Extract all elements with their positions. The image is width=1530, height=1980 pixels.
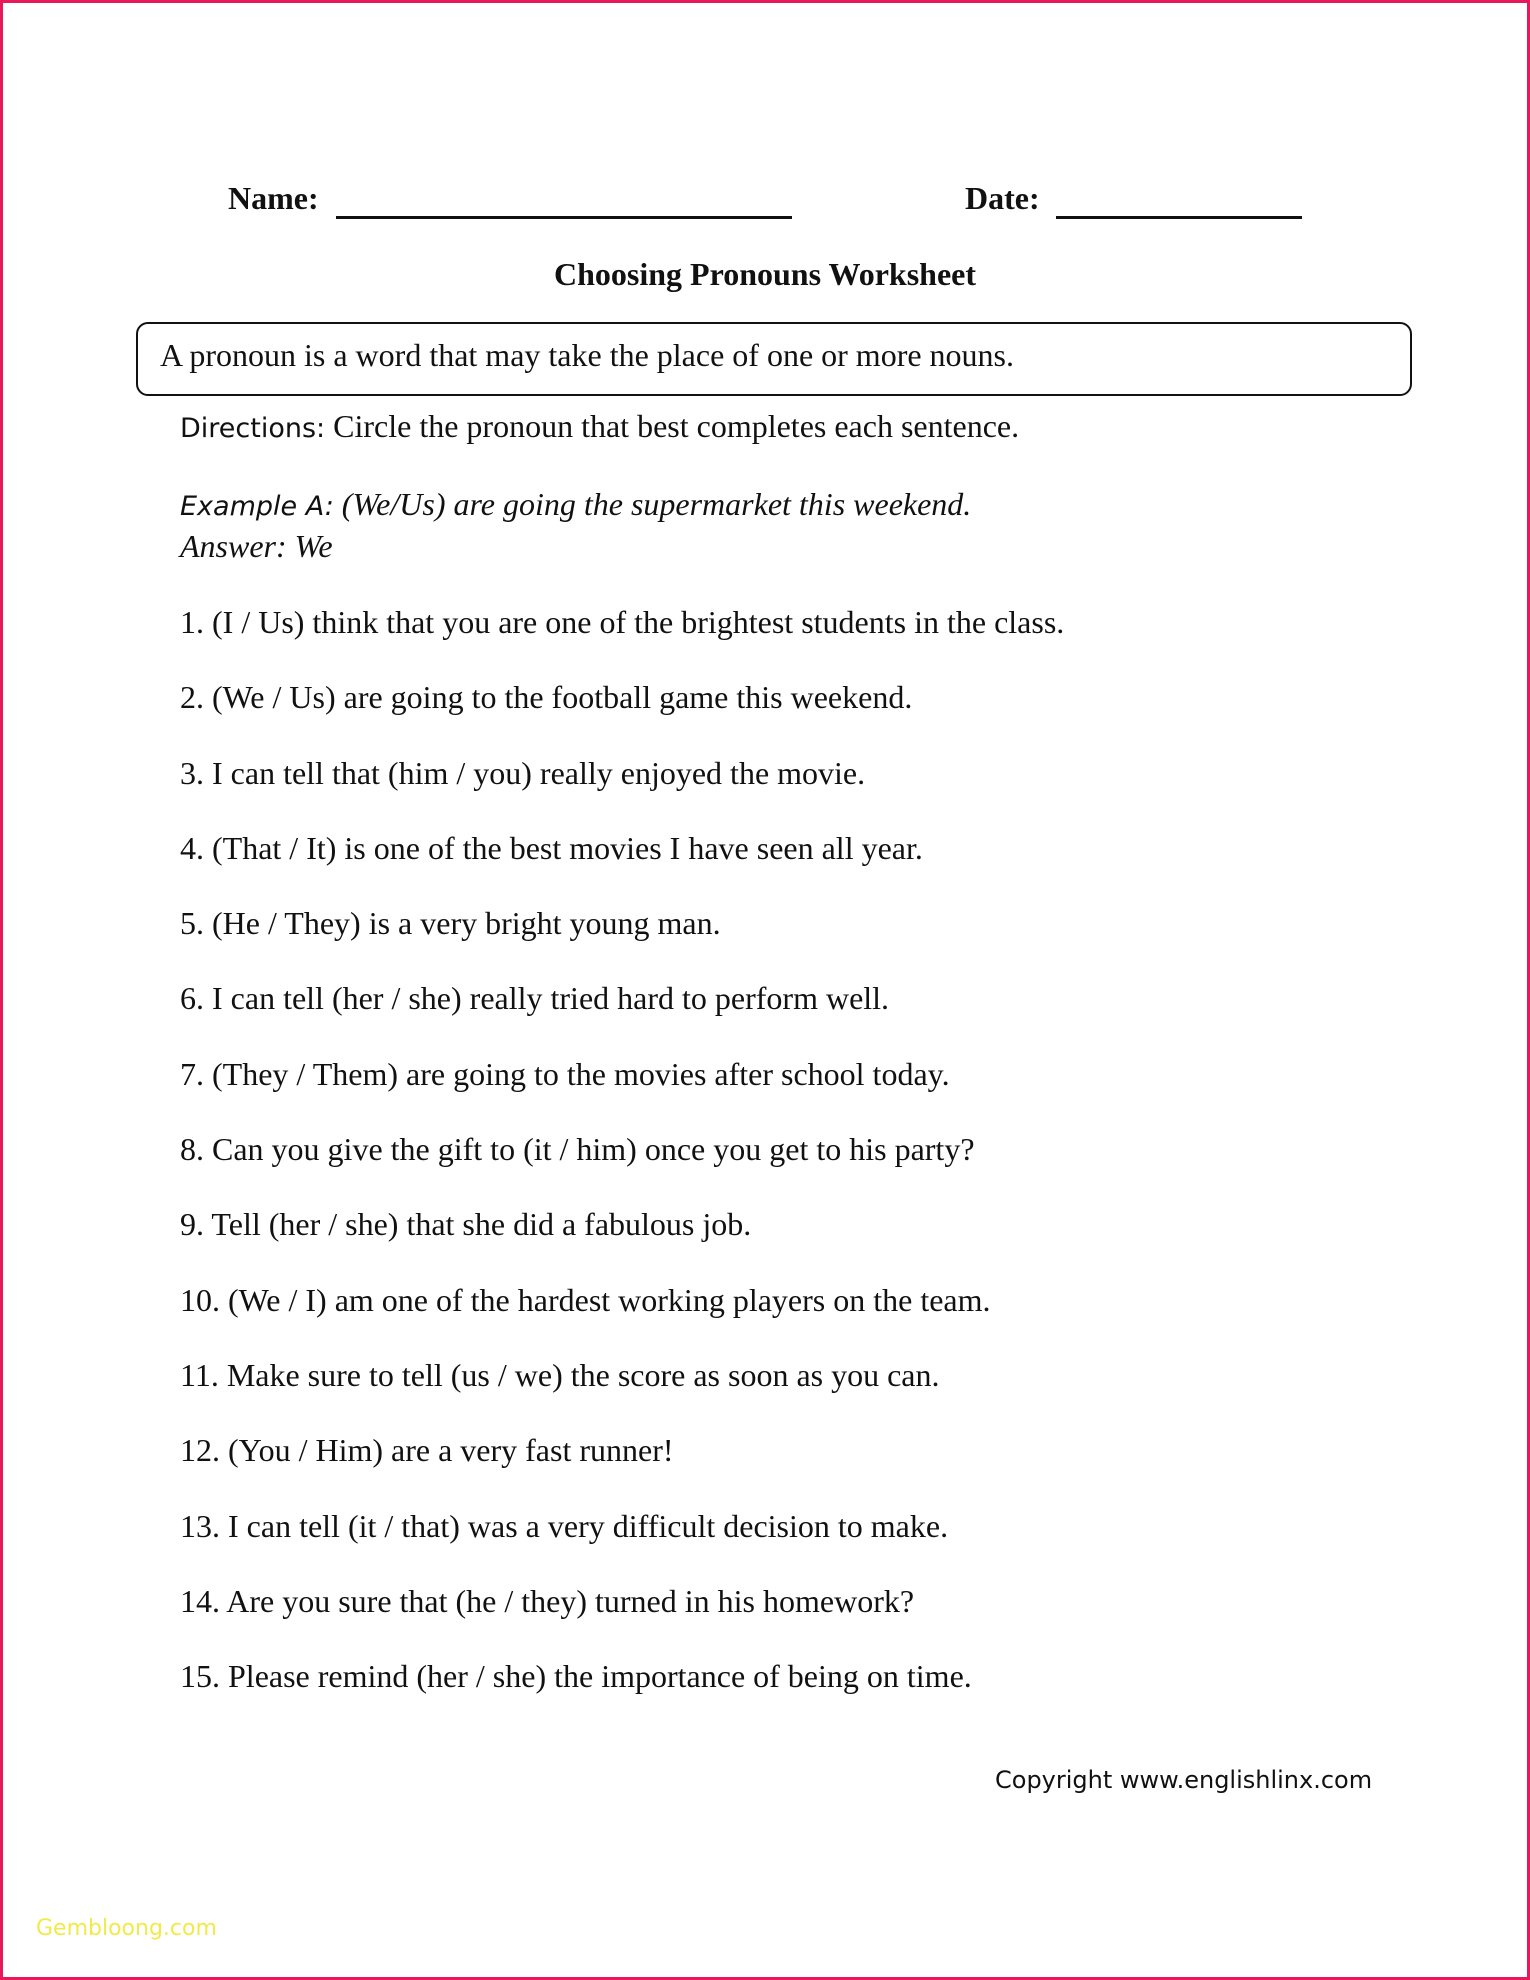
question-item[interactable]: 12. (You / Him) are a very fast runner! bbox=[180, 1432, 674, 1469]
question-item[interactable]: 9. Tell (her / she) that she did a fabulous job. bbox=[180, 1206, 752, 1243]
question-item[interactable]: 14. Are you sure that (he / they) turned in his homework? bbox=[180, 1582, 915, 1619]
worksheet-title: Choosing Pronouns Worksheet bbox=[553, 256, 977, 292]
question-item[interactable]: 6. I can tell (her / she) really tried hard to perform well. bbox=[180, 980, 890, 1017]
question-item[interactable]: 11. Make sure to tell (us / we) the score as soon as you can. bbox=[180, 1356, 940, 1393]
directions-label: Directions: bbox=[180, 413, 326, 444]
example bbox=[180, 486, 971, 523]
date-blank-line[interactable] bbox=[1056, 216, 1302, 219]
question-item[interactable]: 15. Please remind (her / she) the importance of being on time. bbox=[180, 1658, 972, 1695]
question-item[interactable]: 10. (We / I) am one of the hardest working players on the team. bbox=[180, 1281, 991, 1318]
question-item[interactable]: 8. Can you give the gift to (it / him) once you get to his party? bbox=[180, 1131, 975, 1168]
name-blank-line[interactable] bbox=[336, 216, 792, 219]
definition-text: A pronoun is a word that may take the place of one or more nouns. bbox=[160, 337, 1014, 373]
definition-box bbox=[136, 322, 1412, 396]
question-item[interactable]: 4. (That / It) is one of the best movies I have seen all year. bbox=[180, 829, 923, 866]
directions bbox=[180, 408, 1019, 445]
example-text: (We/Us) are going the supermarket this weekend. bbox=[333, 486, 972, 522]
question-item[interactable]: 7. (They / Them) are going to the movies after school today. bbox=[180, 1055, 950, 1092]
example-label: Example A: bbox=[180, 491, 334, 522]
question-item[interactable]: 3. I can tell that (him / you) really enjoyed the movie. bbox=[180, 754, 866, 791]
question-list bbox=[180, 602, 1064, 1731]
directions-text: Circle the pronoun that best completes each sentence. bbox=[325, 408, 1020, 444]
question-item[interactable]: 2. (We / Us) are going to the football game this weekend. bbox=[180, 679, 913, 716]
question-item[interactable]: 5. (He / They) is a very bright young man. bbox=[180, 905, 721, 942]
copyright-notice: Copyright www.englishlinx.com bbox=[995, 1766, 1373, 1794]
question-item[interactable]: 13. I can tell (it / that) was a very difficult decision to make. bbox=[180, 1507, 949, 1544]
watermark: Gembloong.com bbox=[36, 1916, 217, 1941]
example-answer: Answer: We bbox=[180, 528, 333, 564]
header-row bbox=[0, 180, 1530, 224]
name-label: Name: bbox=[228, 180, 319, 216]
date-label: Date: bbox=[965, 180, 1040, 216]
question-item[interactable]: 1. (I / Us) think that you are one of the brightest students in the class. bbox=[180, 604, 1065, 640]
